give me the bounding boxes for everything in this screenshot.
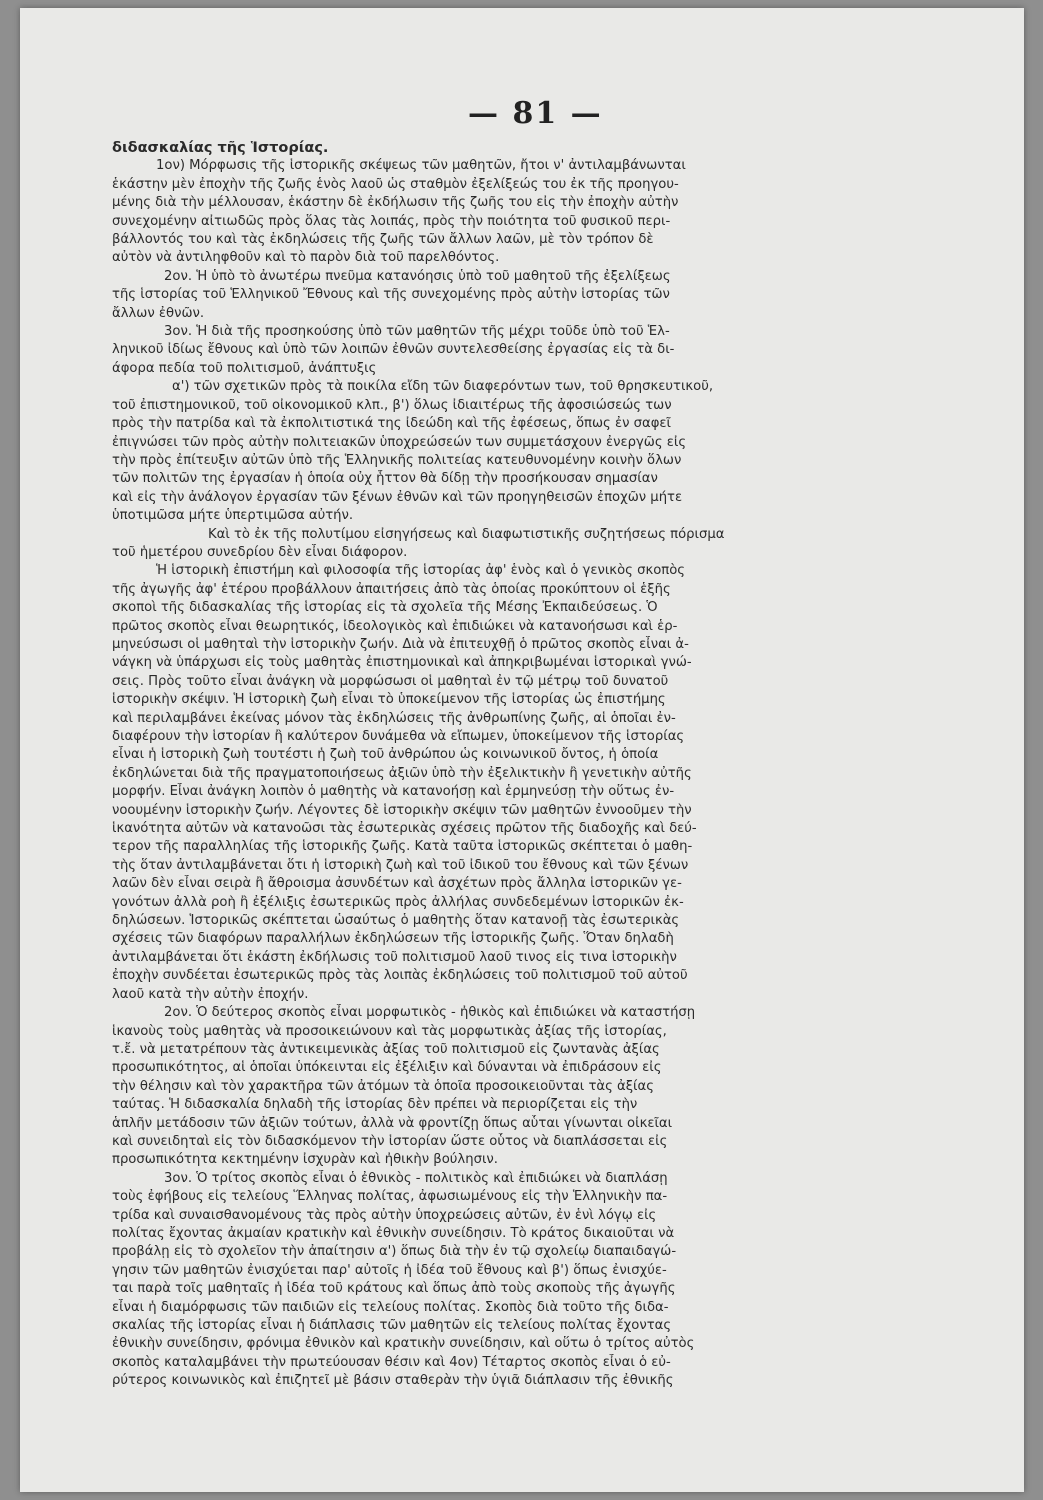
text-line: τὴς ὅταν ἀντιλαμβάνεται ὅτι ἡ ἱστορικὴ ζωὴ καὶ τοῦ ἰδικοῦ του ἔθνους καὶ τῶν ξένων bbox=[112, 857, 689, 873]
text-line: γησιν τῶν μαθητῶν ἐνισχύεται παρ' αὐτοῖς ἡ ἰδέα τοῦ ἔθνους καὶ β') ὅπως ἐνισχύε- bbox=[112, 1262, 667, 1278]
body-text bbox=[112, 139, 957, 1391]
text-line: καὶ εἰς τὴν ἀνάλογον ἐργασίαν τῶν ξένων ἐθνῶν καὶ τῶν προηγηθεισῶν ἐποχῶν μήτε bbox=[112, 489, 683, 505]
text-line: δηλώσεων. Ἱστορικῶς σκέπτεται ὡσαύτως ὁ μαθητὴς ὅταν κατανοῇ τὰς ἐσωτερικὰς bbox=[112, 913, 680, 929]
text-line: νάγκη νὰ ὑπάρχωσι εἰς τοὺς μαθητὰς ἐπιστημονικαὶ καὶ ἀπηκριβωμέναι ἱστορικαὶ γνώ- bbox=[112, 655, 692, 671]
text-line: άφορα πεδία τοῦ πολιτισμοῦ, ἀνάπτυξις bbox=[112, 360, 377, 376]
page-sheet bbox=[20, 8, 1024, 1492]
text-line: σκοποὶ τῆς διδασκαλίας τῆς ἱστορίας εἰς τὰ σχολεῖα τῆς Μέσης Ἐκπαιδεύσεως. Ὁ bbox=[112, 600, 658, 616]
text-line: ἑκάστην μὲν ἐποχὴν τῆς ζωῆς ἑνὸς λαοῦ ὡς σταθμὸν ἐξελίξεώς του ἐκ τῆς προηγου- bbox=[112, 176, 679, 192]
text-line: τῆς ἀγωγῆς ἀφ' ἑτέρου προβάλλουν ἀπαιτήσεις ἀπὸ τὰς ὁποίας προκύπτουν οἱ ἑξῆς bbox=[112, 581, 671, 597]
section-heading: διδασκαλίας τῆς Ἱστορίας. bbox=[112, 140, 329, 156]
text-line: Ἡ ἱστορικὴ ἐπιστήμη καὶ φιλοσοφία τῆς ἱστορίας ἀφ' ἑνὸς καὶ ὁ γενικὸς σκοπὸς bbox=[156, 563, 686, 579]
text-line: ἐθνικὴν συνείδησιν, φρόνιμα ἐθνικὸν καὶ κρατικὴν συνείδησιν, καὶ οὕτω ὁ τρίτος αὐτὸς bbox=[112, 1336, 695, 1352]
text-line: ἱστορικὴν σκέψιν. Ἡ ἱστορικὴ ζωὴ εἶναι τὸ ὑποκείμενον τῆς ἱστορίας ὡς ἐπιστήμης bbox=[112, 692, 666, 708]
text-line: τοῦ ἐπιστημονικοῦ, τοῦ οἰκονομικοῦ κλπ., β') ὅλως ἰδιαιτέρως τῆς ἀφοσιώσεώς των bbox=[112, 397, 672, 413]
text-line: λαῶν δὲν εἶναι σειρὰ ἢ ἄθροισμα ἀσυνδέτων καὶ ἀσχέτων πρὸς ἄλληλα ἱστορικῶν γε- bbox=[112, 876, 682, 892]
text-line: εἶναι ἡ διαμόρφωσις τῶν παιδιῶν εἰς τελείους πολίτας. Σκοπὸς διὰ τοῦτο τῆς διδα- bbox=[112, 1299, 669, 1315]
text-line: διαφέρουν τὴν ἱστορίαν ἢ καλύτερον δυνάμεθα νὰ εἴπωμεν, ὑποκείμενον τῆς ἱστορίας bbox=[112, 729, 685, 744]
text-line: πρὸς τὴν πατρίδα καὶ τὰ ἐκπολιτιστικά της ἰδεώδη καὶ τῆς ἐφέσεως, ὅπως ἐν σαφεῖ bbox=[112, 416, 671, 432]
text-line: ται παρὰ τοῖς μαθηταῖς ἡ ἰδέα τοῦ κράτους καὶ ὅπως ἀπὸ τοὺς σκοποὺς τῆς ἀγωγῆς bbox=[112, 1281, 676, 1297]
text-line: εἶναι ἡ ἱστορικὴ ζωὴ τουτέστι ἡ ζωὴ τοῦ ἀνθρώπου ὡς κοινωνικοῦ ὄντος, ἡ ὁποία bbox=[112, 747, 659, 763]
text-line: νοουμένην ἱστορικὴν ζωήν. Λέγοντες δὲ ἱστορικὴν σκέψιν τῶν μαθητῶν ἐννοοῦμεν τὴν bbox=[112, 802, 692, 818]
text-line: μηνεύσωσι οἱ μαθηταὶ τὴν ἱστορικὴν ζωήν. Διὰ νὰ ἐπιτευχθῇ ὁ πρῶτος σκοπὸς εἶναι ἀ- bbox=[112, 636, 689, 652]
text-line: συνεχομένην αἰτιωδῶς πρὸς ὅλας τὰς λοιπάς, πρὸς τὴν ποιότητα τοῦ φυσικοῦ περι- bbox=[112, 213, 671, 229]
text-line: ταύτας. Ἡ διδασκαλία δηλαδὴ τῆς ἱστορίας δὲν πρέπει νὰ περιορίζεται εἰς τὴν bbox=[112, 1097, 638, 1113]
text-line: τὴν πρὸς ἐπίτευξιν αὐτῶν ὑπὸ τῆς Ἑλληνικῆς πολιτείας κατευθυνομένην κοινὴν ὅλων bbox=[112, 452, 682, 468]
text-line: καὶ περιλαμβάνει ἐκείνας μόνον τὰς ἐκδηλώσεις τῆς ἀνθρωπίνης ζωῆς, αἱ ὁποῖαι ἐν- bbox=[112, 710, 676, 726]
text-line: ληνικοῦ ἰδίως ἔθνους καὶ ὑπὸ τῶν λοιπῶν ἐθνῶν συντελεσθείσης ἐργασίας εἰς τὰ δι- bbox=[112, 342, 675, 358]
text-line: τοῦ ἡμετέρου συνεδρίου δὲν εἶναι διάφορον. bbox=[112, 544, 408, 560]
text-line: πολίτας ἔχοντας ἀκμαίαν κρατικὴν καὶ ἐθνικὴν συνείδησιν. Τὸ κράτος δικαιοῦται νὰ bbox=[112, 1225, 675, 1241]
text-line: τὴν θέλησιν καὶ τὸν χαρακτῆρα τῶν ἀτόμων τὰ ὁποῖα προσοικειοῦνται τὰς ἀξίας bbox=[112, 1078, 654, 1094]
text-line: σκαλίας τῆς ἱστορίας εἶναι ἡ διάπλασις τῶν μαθητῶν εἰς τελείους πολίτας ἔχοντας bbox=[112, 1318, 672, 1333]
text-line: ἐποχὴν συνδέεται ἐσωτερικῶς πρὸς τὰς λοιπὰς ἐκδηλώσεις τοῦ πολιτισμοῦ τοῦ αὐτοῦ bbox=[112, 968, 688, 984]
text-line: 2ον. Ὁ δεύτερος σκοπὸς εἶναι μορφωτικὸς - ἠθικὸς καὶ ἐπιδιώκει νὰ καταστήσῃ bbox=[164, 1005, 696, 1021]
text-line: τ.ἔ. νὰ μετατρέπουν τὰς ἀντικειμενικὰς ἀξίας τοῦ πολιτισμοῦ εἰς ζωντανὰς ἀξίας bbox=[112, 1041, 660, 1057]
text-line: ρύτερος κοινωνικὸς καὶ ἐπιζητεῖ μὲ βάσιν σταθερὰν τὴν ὑγιᾶ διάπλασιν τῆς ἐθνικῆς bbox=[112, 1373, 674, 1389]
text-line: ἀντιλαμβάνεται ὅτι ἑκάστη ἐκδήλωσις τοῦ πολιτισμοῦ λαοῦ τινος εἰς τινα ἱστορικὴν bbox=[112, 949, 677, 965]
text-line: λαοῦ κατὰ τὴν αὐτὴν ἐποχήν. bbox=[112, 986, 309, 1002]
text-line: 3ον. Ἡ διὰ τῆς προσηκούσης ὑπὸ τῶν μαθητῶν τῆς μέχρι τοῦδε ὑπὸ τοῦ Ἑλ- bbox=[164, 324, 670, 340]
text-line: τῶν πολιτῶν της ἐργασίαν ἡ ὁποία οὐχ ἧττον θὰ δίδῃ τὴν προσήκουσαν σημασίαν bbox=[112, 471, 658, 487]
text-line: Καὶ τὸ ἐκ τῆς πολυτίμου εἰσηγήσεως καὶ διαφωτιστικῆς συζητήσεως πόρισμα bbox=[208, 526, 725, 542]
text-line: τερον τῆς παραλληλίας τῆς ἱστορικῆς ζωῆς. Κατὰ ταῦτα ἱστορικῶς σκέπτεται ὁ μαθη- bbox=[112, 839, 693, 855]
text-line: προσωπικότητα κεκτημένην ἰσχυρὰν καὶ ἠθικὴν βούλησιν. bbox=[112, 1152, 498, 1168]
text-line: προβάλῃ εἰς τὸ σχολεῖον τὴν ἀπαίτησιν α') ὅπως διὰ τὴν ἐν τῷ σχολείῳ διαπαιδαγώ- bbox=[112, 1244, 677, 1260]
text-line: γονότων ἀλλὰ ροὴ ἢ ἐξέλιξις ἐσωτερικῶς πρὸς ἀλλήλας συνδεδεμένων ἱστορικῶν ἐκ- bbox=[112, 894, 684, 910]
text-line: πρῶτος σκοπὸς εἶναι θεωρητικός, ἰδεολογικὸς καὶ ἐπιδιώκει νὰ κατανοήσωσι καὶ ἑρ- bbox=[112, 618, 678, 634]
text-line: α') τῶν σχετικῶν πρὸς τὰ ποικίλα εἴδη τῶν διαφερόντων των, τοῦ θρησκευτικοῦ, bbox=[172, 379, 714, 395]
text-line: ὑποτιμῶσα μήτε ὑπερτιμῶσα αὐτήν. bbox=[112, 508, 354, 524]
page-number: — 81 — bbox=[468, 96, 603, 131]
text-line: τοὺς ἐφήβους εἰς τελείους Ἕλληνας πολίτας, ἀφωσιωμένους εἰς τὴν Ἑλληνικὴν πα- bbox=[112, 1189, 668, 1205]
text-line: ἐπιγνώσει τῶν πρὸς αὐτὴν πολιτειακῶν ὑποχρεώσεών των συμμετάσχουν ἐνεργῶς εἰς bbox=[112, 434, 687, 450]
text-line: ἱκανοὺς τοὺς μαθητὰς νὰ προσοικειώνουν καὶ τὰς μορφωτικὰς ἀξίας τῆς ἱστορίας, bbox=[112, 1023, 667, 1039]
text-line: μορφήν. Εἶναι ἀνάγκη λοιπὸν ὁ μαθητὴς νὰ κατανοήσῃ καὶ ἑρμηνεύσῃ τὴν οὕτως ἐν- bbox=[112, 784, 675, 800]
text-line: 3ον. Ὁ τρίτος σκοπὸς εἶναι ὁ ἐθνικὸς - πολιτικὸς καὶ ἐπιδιώκει νὰ διαπλάσῃ bbox=[164, 1170, 668, 1186]
text-line: βάλλοντός του καὶ τὰς ἐκδηλώσεις τῆς ζωῆς τῶν ἄλλων λαῶν, μὲ τὸν τρόπον δὲ bbox=[112, 232, 654, 248]
text-line: σεις. Πρὸς τοῦτο εἶναι ἀνάγκη νὰ μορφώσωσι οἱ μαθηταὶ ἐν τῷ μέτρῳ τοῦ δυνατοῦ bbox=[112, 673, 669, 689]
text-line: ἐκδηλώνεται διὰ τῆς πραγματοποιήσεως ἀξιῶν ὑπὸ τὴν ἐξελικτικὴν ἢ γενετικὴν αὐτῆς bbox=[112, 765, 692, 781]
text-line: σκοπὸς καταλαμβάνει τὴν πρωτεύουσαν θέσιν καὶ 4ον) Τέταρτος σκοπὸς εἶναι ὁ εὐ- bbox=[112, 1354, 671, 1370]
text-line: 2ον. Ἡ ὑπὸ τὸ ἀνωτέρω πνεῦμα κατανόησις ὑπὸ τοῦ μαθητοῦ τῆς ἐξελίξεως bbox=[164, 268, 671, 284]
text-line: τῆς ἱστορίας τοῦ Ἑλληνικοῦ Ἔθνους καὶ τῆς συνεχομένης πρὸς αὐτὴν ἱστορίας τῶν bbox=[112, 287, 670, 303]
text-line: ἁπλῆν μετάδοσιν τῶν ἀξιῶν τούτων, ἀλλὰ νὰ φροντίζῃ ὅπως αὗται γίνωνται οἰκεῖαι bbox=[112, 1115, 673, 1131]
text-line: σχέσεις τῶν διαφόρων παραλλήλων ἐκδηλώσεων τῆς ἱστορικῆς ζωῆς. Ὅταν δηλαδὴ bbox=[112, 931, 674, 947]
text-line: 1ον) Μόρφωσις τῆς ἱστορικῆς σκέψεως τῶν μαθητῶν, ἤτοι ν' ἀντιλαμβάνωνται bbox=[156, 158, 686, 174]
text-line: μένης διὰ τὴν μέλλουσαν, ἑκάστην δὲ ἐκδήλωσιν τῆς ζωῆς του εἰς τὴν ἐποχὴν αὐτὴν bbox=[112, 195, 679, 211]
text-line: καὶ συνειδηταὶ εἰς τὸν διδασκόμενον τὴν ἱστορίαν ὥστε οὗτος νὰ διαπλάσσεται εἰς bbox=[112, 1133, 668, 1149]
text-line: τρίδα καὶ συναισθανομένους τὰς πρὸς αὐτὴν ὑποχρεώσεις αὐτῶν, ἐν ἑνὶ λόγῳ εἰς bbox=[112, 1207, 657, 1223]
text-line: προσωπικότητος, αἱ ὁποῖαι ὑπόκεινται εἰς ἐξέλιξιν καὶ δύνανται νὰ ἐπιδράσουν εἰς bbox=[112, 1060, 662, 1076]
text-line: αὐτὸν νὰ ἀντιληφθοῦν καὶ τὸ παρὸν διὰ τοῦ παρελθόντος. bbox=[112, 250, 500, 266]
text-line: ἱκανότητα αὐτῶν νὰ κατανοῶσι τὰς ἐσωτερικὰς σχέσεις πρῶτον τῆς διαδοχῆς καὶ δεύ- bbox=[112, 821, 697, 837]
text-line: ἄλλων ἐθνῶν. bbox=[112, 305, 205, 321]
